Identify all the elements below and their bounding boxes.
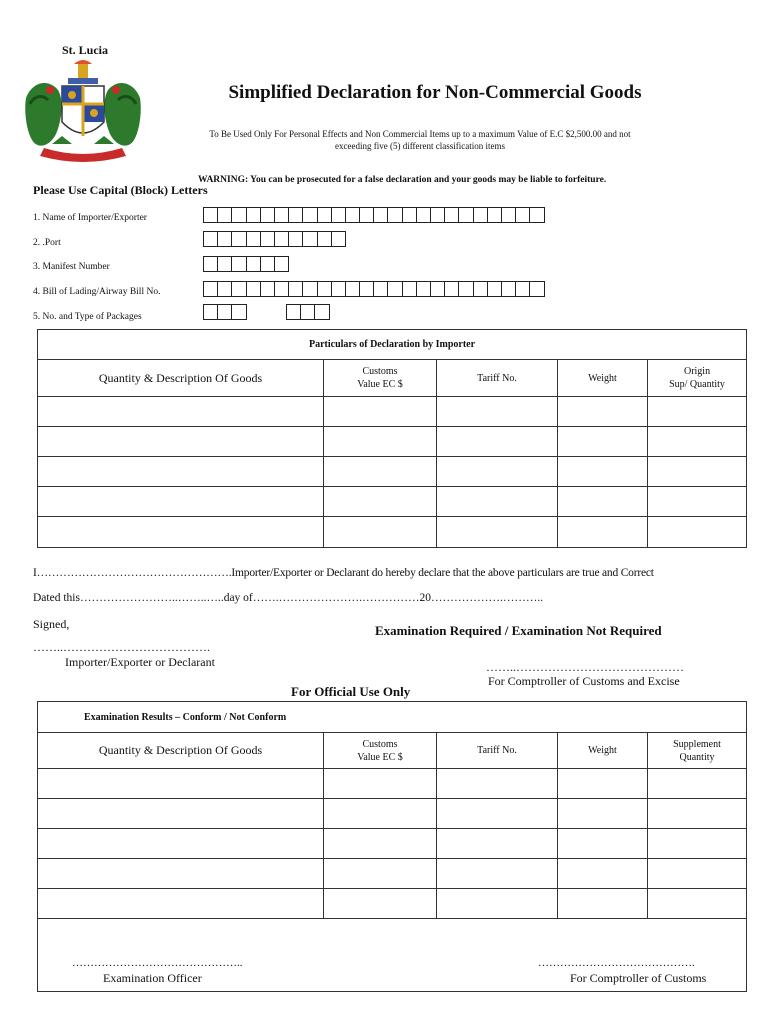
- bill-label: 4. Bill of Lading/Airway Bill No.: [33, 287, 161, 297]
- declaration-statement: I…………………………………………….Importer/Exporter or Declarant do hereby declare that the above particulars are true and Correct: [33, 567, 654, 579]
- page-title: Simplified Declaration for Non-Commercial Goods: [228, 82, 642, 103]
- examination-results-heading: Examination Results – Conform / Not Conform: [38, 702, 747, 733]
- table-row[interactable]: [38, 427, 747, 457]
- examination-required-text: Examination Required / Examination Not Required: [375, 623, 662, 638]
- table-row[interactable]: [38, 487, 747, 517]
- coat-of-arms-icon: [22, 60, 144, 166]
- signed-label: Signed,: [33, 617, 70, 631]
- column-header-tariff: Tariff No.: [437, 360, 558, 397]
- column-header-description: Quantity & Description Of Goods: [38, 360, 324, 397]
- importer-label: 1. Name of Importer/Exporter: [33, 213, 147, 223]
- particulars-heading: Particulars of Declaration by Importer: [38, 330, 747, 360]
- declarant-signature-line: ……..……………………………….: [33, 640, 210, 654]
- table-row[interactable]: [38, 769, 747, 799]
- comptroller-caption: For Comptroller of Customs and Excise: [488, 674, 680, 688]
- column-header-weight: Weight: [558, 360, 648, 397]
- table-row[interactable]: [38, 889, 747, 919]
- table-row[interactable]: [38, 517, 747, 548]
- country-name: St. Lucia: [62, 43, 109, 57]
- examination-results-table: [37, 701, 747, 992]
- warning-text: WARNING: You can be prosecuted for a false declaration and your goods may be liable to forfeiture.: [198, 175, 607, 185]
- manifest-label: 3. Manifest Number: [33, 262, 110, 272]
- usage-note: [180, 128, 660, 152]
- manifest-number-boxes[interactable]: [203, 256, 288, 272]
- column-header-customs-value: Customs Value EC $: [324, 733, 437, 769]
- table-row[interactable]: [38, 457, 747, 487]
- particulars-table: [37, 329, 747, 548]
- port-boxes[interactable]: [203, 231, 345, 247]
- dated-line: Dated this……………………..……..…..day of…….………………….……………20……………….………..: [33, 592, 544, 604]
- signature-area: [38, 919, 747, 992]
- package-number-boxes[interactable]: [203, 304, 246, 320]
- table-row[interactable]: [38, 799, 747, 829]
- column-header-description: Quantity & Description Of Goods: [38, 733, 324, 769]
- official-use-heading: For Official Use Only: [291, 684, 411, 699]
- port-label: 2. .Port: [33, 238, 61, 248]
- table-row[interactable]: [38, 859, 747, 889]
- declarant-caption: Importer/Exporter or Declarant: [65, 655, 215, 669]
- capital-letters-note: Please Use Capital (Block) Letters: [33, 183, 208, 197]
- column-header-weight: Weight: [558, 733, 648, 769]
- package-type-boxes[interactable]: [286, 304, 329, 320]
- bill-of-lading-boxes[interactable]: [203, 281, 544, 297]
- packages-label: 5. No. and Type of Packages: [33, 312, 142, 322]
- column-header-customs-value: Customs Value EC $: [324, 360, 437, 397]
- column-header-tariff: Tariff No.: [437, 733, 558, 769]
- officer-caption: Examination Officer: [103, 971, 202, 985]
- column-header-origin: Origin Sup/ Quantity: [648, 360, 747, 397]
- customs-caption: For Comptroller of Customs: [570, 971, 707, 985]
- officer-signature-line: ………………………………………..: [72, 957, 243, 969]
- comptroller-signature-line: ……..……………………………………: [486, 660, 684, 674]
- column-header-supplement-quantity: Supplement Quantity: [648, 733, 747, 769]
- usage-note-line-1: To Be Used Only For Personal Effects and Non Commercial Items up to a maximum Value of E.C $2,500.00 and not: [209, 129, 631, 139]
- table-row[interactable]: [38, 397, 747, 427]
- usage-note-line-2: exceeding five (5) different classification items: [334, 141, 505, 151]
- importer-name-boxes[interactable]: [203, 207, 544, 223]
- table-row[interactable]: [38, 829, 747, 859]
- customs-signature-line: …………………………………….: [538, 957, 695, 969]
